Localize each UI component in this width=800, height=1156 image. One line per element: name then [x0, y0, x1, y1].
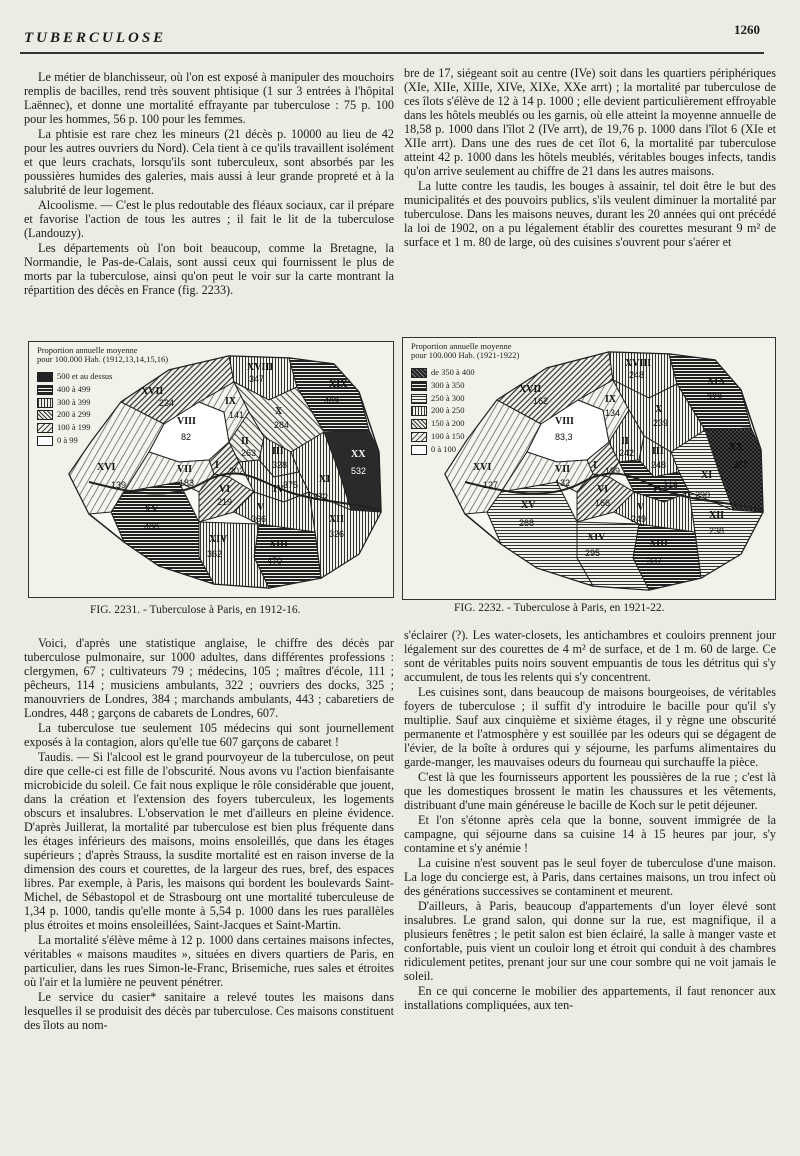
column-bottom-right	[404, 628, 776, 1013]
zone-roman: XVIII	[625, 358, 652, 369]
zone-value: 183	[179, 478, 195, 488]
zone-value: 263	[241, 448, 257, 458]
paris-arrondissement-map	[29, 342, 393, 597]
paragraph: En ce qui concerne le mobilier des appartements, il faut renoncer aux installations compliquées, aux ten-	[404, 984, 776, 1012]
zone-roman: VI	[597, 484, 609, 495]
figure-caption: FIG. 2232. - Tuberculose à Paris, en 1921-22.	[454, 602, 665, 614]
zone-roman: XII	[709, 510, 725, 521]
zone-roman: II	[241, 436, 249, 447]
zone-value: 141	[229, 410, 245, 420]
paragraph: Le métier de blanchisseur, où l'on est exposé à manipuler des mouchoirs remplis de bacilles, rend très souvent phtisique (1 sur 3 entrées à l'hôpital Laënnec), et donne une mortalité effrayante par tuberculose : 75 p. 100 pour les hommes, 56 p. 100 pour les femmes.	[24, 70, 394, 126]
zone-value: 295	[585, 548, 601, 558]
zone-roman: VII	[555, 464, 571, 475]
paragraph: La phtisie est rare chez les mineurs (21 décès p. 10000 au lieu de 42 pour les autres ouvriers du Nord). Cela tient à ce qu'ils travaillent isolément et que leurs crachats, lorsqu'ils sont tuberculeux, sont absorbés par les poussières humides des galeries, mais aussi à leur grande propreté et à la salubrité de leur logement.	[24, 127, 394, 197]
zone-roman: XX	[729, 442, 744, 453]
paragraph: Les cuisines sont, dans beaucoup de maisons bourgeoises, de véritables foyers de tuberculose ; il suffit d'y introduire le bacille pour qu'il s'y multiplie. Sauf aux cinquième et sixième étages, il y règne une obscurité permanente et l'atmosphère y est souillée par les odeurs qui se dégagent de l'évier, de la boîte à ordures qui y séjourne, les parfums alimentaires du garde-manger, les mauvaises odeurs du fourneau qui surchauffe la pièce.	[404, 685, 776, 769]
zone-value: 202	[229, 466, 245, 476]
paragraph: Et l'on s'étonne après cela que la bonne, souvent immigrée de la campagne, qui séjourne dans sa cuisine 14 à 15 heures par jour, s'y contamine et s'y anémie !	[404, 813, 776, 855]
zone-value: 328	[272, 460, 288, 470]
zone-value: 242	[619, 448, 635, 458]
zone-value: 248	[629, 370, 645, 380]
paragraph: Taudis. — Si l'alcool est le grand pourvoyeur de la tuberculose, on peut dire que celle-ci est fille de l'obscurité. Nous avons vu l'action bienfaisante microbicide du soleil. Ce fait nous explique le rôle considérable que jouent, dans la création et l'extension des foyers tuberculeux, les logements obscurs et insalubres. L'observation le met d'ailleurs en pleine évidence. D'après Juillerat, la mortalité par tuberculose est bien plus fréquente dans les étages inférieurs des maisons, moins ensoleillés, que dans les étages supérieurs ; d'après Strauss, la susdite mortalité est en raison inverse de la dimension des cours et courettes, de la largeur des rues, bref, des espaces libres. Par exemple, à Paris, les maisons qui bordent les boulevards Saint-Michel, de Sébastopol et de Strasbourg ont une mortalité tuberculeuse de 1,34 p. 1000, tandis qu'elle monte à 5,54 p. 1000 dans les rues parallèles plus étroites et moins ensoleillées, Saint-Jacques et Saint-Martin.	[24, 750, 394, 932]
zone-roman: V	[257, 502, 265, 513]
zone-value: 337	[647, 556, 663, 566]
zone-roman: XVII	[519, 384, 542, 395]
legend-item: 0 à 99	[37, 434, 112, 447]
zone-value: 347	[249, 374, 265, 384]
zone-roman: XIX	[707, 376, 726, 387]
page-number: 1260	[734, 22, 760, 37]
paragraph: Le service du casier* sanitaire a relevé toutes les maisons dans lesquelles il se produisit des décès par tuberculose. Ces maisons constituent des îlots au nom-	[24, 990, 394, 1032]
zone-value: 469	[324, 396, 340, 406]
legend-title-line: Proportion annuelle moyenne	[37, 345, 138, 355]
paragraph: Les départements où l'on boit beaucoup, comme la Bretagne, la Normandie, le Pas-de-Calais, sont aussi ceux qui fournissent le plus de morts par la tuberculose, ainsi qu'on peut le voir sur la carte montrant la répartition des décès en France (fig. 2233).	[24, 241, 394, 297]
legend-item: 500 et au dessus	[37, 370, 112, 383]
zone-roman: XVI	[97, 462, 116, 473]
zone-roman: III	[272, 446, 284, 457]
paragraph: Alcoolisme. — C'est le plus redoutable des fléaux sociaux, car il prépare et favorise l'action de tous les autres ; il fait le lit de la tuberculose (Landouzy).	[24, 198, 394, 240]
legend-item: de 350 à 400	[411, 366, 475, 379]
zone-roman: I	[215, 460, 219, 471]
zone-value: 532	[351, 466, 367, 476]
legend-item: 200 à 299	[37, 408, 112, 421]
zone-roman: V	[637, 502, 645, 513]
running-title: TUBERCULOSE	[24, 30, 167, 46]
zone-value: 162	[533, 396, 549, 406]
legend-title-line: pour 100.000 Hab. (1921-1922)	[411, 350, 520, 360]
zone-value: 362	[207, 549, 223, 559]
figure-caption: FIG. 2231. - Tuberculose à Paris, en 1912-16.	[90, 604, 301, 616]
zone-roman: XVI	[473, 462, 492, 473]
zone-value: 199	[605, 466, 621, 476]
paris-arrondissement-map	[403, 338, 775, 599]
legend-title-line: pour 100.000 Hab. (1912,13,14,15,16)	[37, 354, 169, 364]
zone-roman: XIX	[329, 379, 348, 390]
zone-roman: XV	[144, 504, 159, 515]
zone-value: 238	[709, 526, 725, 536]
zone-value: 329	[707, 392, 723, 402]
zone-roman: IV	[653, 484, 665, 495]
legend-item: 100 à 150	[411, 430, 475, 443]
figure-2232-map	[402, 337, 776, 600]
paragraph: La cuisine n'est souvent pas le seul foyer de tuberculose d'une maison. La loge du concierge est, à Paris, dans certaines maisons, un trou infect où des générations successives se contaminent et meurent.	[404, 856, 776, 898]
zone-roman: III	[652, 446, 664, 457]
zone-value: 249	[631, 514, 647, 524]
zone-value: 248	[651, 460, 667, 470]
zone-roman: XIV	[587, 532, 606, 543]
paragraph: La lutte contre les taudis, les bouges à assainir, tel doit être le but des municipalités et des pouvoirs publics, s'ils veulent diminuer la mortalité par tuberculose. Dans les maisons neuves, durant les 20 années qui ont précédé la loi de 1902, on a pu légalement établir des courettes mesurant 9 m² de surface et 1 m. 80 de large, où des cuisines s'ouvrent pour s'aérer et	[404, 179, 776, 249]
column-top-left	[24, 70, 394, 298]
paragraph: D'ailleurs, à Paris, beaucoup d'appartements d'un loyer élevé sont insalubres. Le grand salon, qui donne sur la rue, est magnifique, il a plusieurs fenêtres ; le petit salon est bien éclairé, la salle à manger vaste et confortable, puis vient un couloir long et étroit qui conduit à des chambres ridiculement petites, prenant jour sur une cour sombre qui ne voit jamais le soleil.	[404, 899, 776, 983]
zone-value: 284	[274, 420, 290, 430]
zone-roman: XI	[319, 474, 331, 485]
legend-item: 400 à 499	[37, 383, 112, 396]
zone-roman: IV	[273, 484, 285, 495]
legend-item: 0 à 100	[411, 443, 475, 456]
zone-roman: VI	[219, 484, 231, 495]
paragraph: C'est là que les fournisseurs apportent les poussières de la rue ; c'est là que les domestiques brossent le matin les chaussures et les vêtements, distribuant d'une main généreuse le bacille de Koch sur le petit déjeuner.	[404, 770, 776, 812]
zone-value: 375	[283, 480, 299, 490]
zone-roman: VIII	[555, 416, 574, 427]
zone-value: 139	[111, 480, 127, 490]
zone-value: 219	[217, 497, 233, 507]
zone-value: 470	[267, 556, 283, 566]
zone-roman: II	[621, 436, 629, 447]
header-rule	[20, 52, 764, 54]
legend-title-line: Proportion annuelle moyenne	[411, 341, 512, 351]
zone-value: 268	[519, 518, 535, 528]
zone-value: 290	[695, 490, 711, 500]
zone-roman: IX	[605, 394, 617, 405]
zone-roman: XI	[701, 470, 713, 481]
column-top-right	[404, 66, 776, 250]
zone-value: 400	[144, 522, 160, 532]
zone-value: 316	[663, 480, 679, 490]
zone-roman: X	[275, 406, 283, 417]
zone-roman: I	[593, 460, 597, 471]
legend-item: 300 à 399	[37, 396, 112, 409]
paragraph: bre de 17, siégeant soit au centre (IVe) soit dans les quartiers périphériques (XIe, XIIe, XIIIe, XIVe, XIXe, XXe arrt) ; la mortalité par tuberculose de ces îlots s'élève de 12 à 14 p. 1000 ; elle devient particulièrement effroyable dans les hôtels meublés ou les garnis, où elle atteint la moyenne annuelle de 18,58 p. 1000 dans l'îlot 2 (IVe arrt), de 19,76 p. 1000 dans l'îlot 6 (XIe et XIIe arrt). Dans une des rues de cet îlot 6, la mortalité par tuberculose atteint 42 p. 1000 dans les hôtels meublés, véritables bouges infects, tandis qu'on arrive seulement au chiffre de 21 dans les autres maisons.	[404, 66, 776, 178]
zone-roman: XX	[351, 449, 366, 460]
zone-value: 83,3	[555, 432, 573, 442]
legend-item: 200 à 250	[411, 404, 475, 417]
zone-value: 366	[251, 514, 267, 524]
zone-value: 166	[595, 498, 611, 508]
zone-value: 134	[605, 408, 621, 418]
zone-roman: VII	[177, 464, 193, 475]
zone-value: 127	[483, 480, 499, 490]
paragraph: La mortalité s'élève même à 12 p. 1000 dans certaines maisons infectes, véritables « maisons maudites », situées en divers quartiers de Paris, en particulier, dans les rues Simon-le-Franc, Brisemiche, rues sales et étroites où l'air et la lumière ne peuvent pénétrer.	[24, 933, 394, 989]
zone-roman: IX	[225, 396, 237, 407]
zone-roman: XIII	[269, 539, 288, 550]
zone-value: 372	[313, 492, 329, 502]
zone-value: 132	[555, 478, 571, 488]
zone-roman: XIV	[209, 534, 228, 545]
zone-value: 82	[181, 432, 192, 442]
zone-roman: XVIII	[247, 362, 274, 373]
paragraph: Voici, d'après une statistique anglaise, le chiffre des décès par tuberculose pulmonaire, sur 1000 adultes, dans différentes professions : clergymen, 67 ; cultivateurs 79 ; médecins, 105 ; maîtres d'école, 111 ; pêcheurs, 114 ; musiciens ambulants, 322 ; ouvriers des docks, 325 ; manouvriers de Londres, 384 ; marchands ambulants, 443 ; cabaretiers de Londres, 448 ; garçons de cabarets de Londres, 607.	[24, 636, 394, 720]
paragraph: La tuberculose tue seulement 105 médecins qui sont journellement exposés à la contagion, alors qu'elle tue 607 garçons de cabaret !	[24, 721, 394, 749]
zone-value: 326	[329, 529, 345, 539]
zone-roman: XII	[329, 514, 345, 525]
legend-item: 250 à 300	[411, 392, 475, 405]
figure-2231-map	[28, 341, 394, 598]
zone-value: 357	[733, 460, 749, 470]
zone-roman: XIII	[649, 538, 668, 549]
paragraph: s'éclairer (?). Les water-closets, les antichambres et couloirs prennent jour légalement sur des courettes de 4 m² de surface, et de 1 m. 60 de large. Ce sont de véritables puits noirs souvent empuantis de tous les détritus qui s'y accumulent, de tous les relents qui s'y concentrent.	[404, 628, 776, 684]
legend-item: 100 à 199	[37, 421, 112, 434]
zone-roman: VIII	[177, 416, 196, 427]
zone-roman: XVII	[141, 386, 164, 397]
column-bottom-left	[24, 636, 394, 1033]
zone-roman: XV	[521, 500, 536, 511]
zone-value: 239	[653, 418, 669, 428]
zone-value: 234	[159, 398, 175, 408]
legend-item: 300 à 350	[411, 379, 475, 392]
zone-roman: X	[655, 404, 663, 415]
legend-item: 150 à 200	[411, 417, 475, 430]
